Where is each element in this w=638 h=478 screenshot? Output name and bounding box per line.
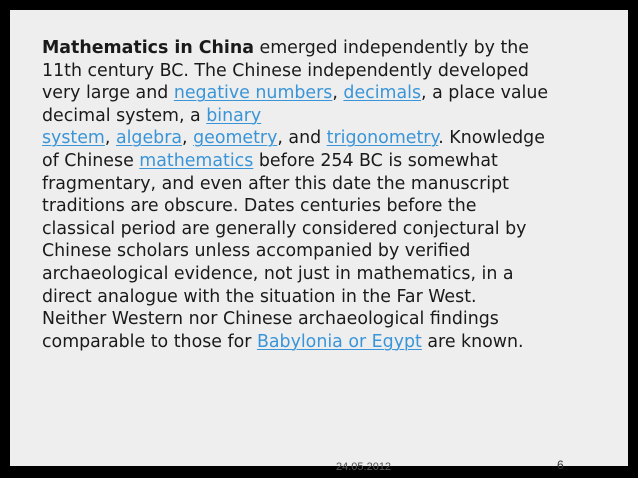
text-line <box>42 195 620 218</box>
text-run: before 254 BC is somewhat <box>253 150 498 171</box>
text-run: classical period are generally considered conjectural by <box>42 218 527 239</box>
text-run: traditions are obscure. Dates centuries before the <box>42 196 477 217</box>
text-run: , <box>104 128 116 149</box>
text-line <box>42 150 620 173</box>
text-line <box>42 127 620 150</box>
text-run: decimal system, a <box>42 105 207 126</box>
text-run: archaeological evidence, not just in mathematics, in a <box>42 263 514 284</box>
text-line <box>42 173 620 196</box>
text-run: , <box>182 128 194 149</box>
text-line <box>42 82 620 105</box>
link-trigonometry[interactable]: trigonometry <box>326 128 439 149</box>
link-binary-system[interactable]: system <box>42 128 105 149</box>
text-line <box>42 331 620 354</box>
text-run: . Knowledge <box>438 128 545 149</box>
text-run: of Chinese <box>42 150 140 171</box>
body-paragraph <box>42 37 620 353</box>
text-run: emerged independently by the <box>254 38 529 58</box>
slide <box>10 10 628 473</box>
link-mathematics[interactable]: mathematics <box>139 150 254 171</box>
link-babylonia-or-egypt[interactable]: Babylonia or Egypt <box>256 331 422 352</box>
text-run: 11th century BC. The Chinese independently developed <box>42 60 529 81</box>
lead-bold-text: Mathematics in China <box>42 38 254 58</box>
text-run: direct analogue with the situation in the Far West. <box>42 286 477 307</box>
text-line <box>42 60 620 83</box>
text-line <box>42 263 620 286</box>
text-run: Neither Western nor Chinese archaeological findings <box>42 309 499 330</box>
link-decimals[interactable]: decimals <box>343 83 422 104</box>
text-run: comparable to those for <box>42 331 257 352</box>
text-run: fragmentary, and even after this date the manuscript <box>42 173 509 194</box>
text-line <box>42 240 620 263</box>
text-run: , a place value <box>421 83 549 104</box>
link-binary[interactable]: binary <box>206 105 262 126</box>
link-geometry[interactable]: geometry <box>193 128 278 149</box>
page-number: 6 <box>557 458 564 472</box>
text-line <box>42 105 620 128</box>
text-run: , and <box>277 128 327 149</box>
text-line <box>42 286 620 309</box>
text-line <box>42 308 620 331</box>
link-algebra[interactable]: algebra <box>115 128 183 149</box>
footer-date: 24.05.2012 <box>336 461 392 473</box>
text-line <box>42 218 620 241</box>
text-run: , <box>332 83 344 104</box>
text-run: Chinese scholars unless accompanied by verified <box>42 241 471 262</box>
text-run: very large and <box>42 83 174 104</box>
text-line <box>42 37 620 60</box>
text-run: are known. <box>421 331 524 352</box>
link-negative-numbers[interactable]: negative numbers <box>173 83 333 104</box>
